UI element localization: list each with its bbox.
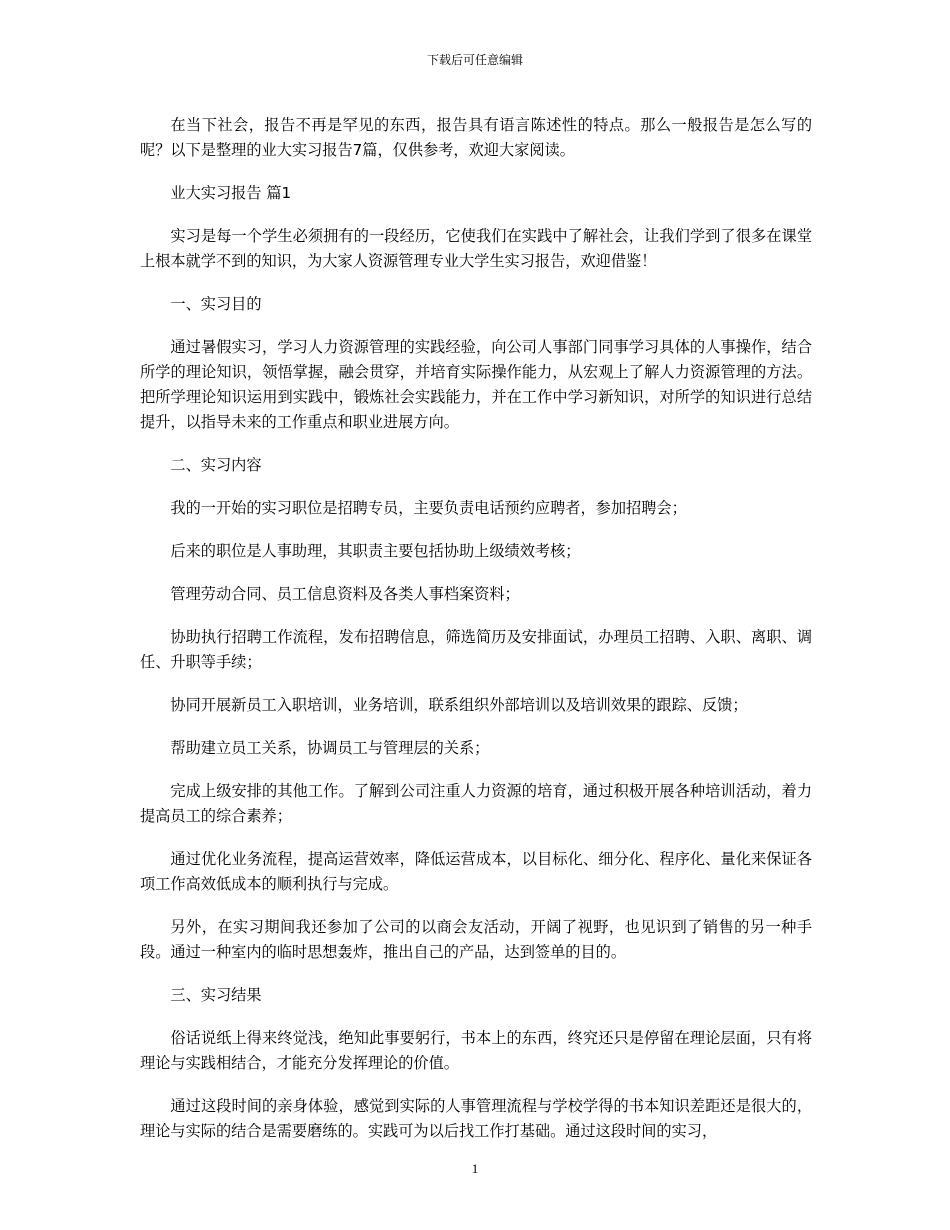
content-paragraph: 我的一开始的实习职位是招聘专员，主要负责电话预约应聘者，参加招聘会；: [170, 499, 687, 517]
page-header-note: 下载后可任意编辑: [426, 53, 523, 67]
results-paragraph: 俗话说纸上得来终觉浅，绝知此事要躬行，书本上的东西，终究还只是停留在理论层面，只有将理论与实践相结合，才能充分发挥理论的价值。: [140, 1029, 812, 1072]
opening-paragraph: 实习是每一个学生必须拥有的一段经历，它使我们在实践中了解社会，让我们学到了很多在课堂上根本就学不到的知识，为大家人资源管理专业大学生实习报告，欢迎借鉴！: [140, 227, 812, 270]
content-paragraph: 管理劳动合同、员工信息资料及各类人事档案资料；: [170, 585, 520, 603]
content-paragraph: 协同开展新员工入职培训，业务培训，联系组织外部培训以及培训效果的跟踪、反馈；: [170, 696, 748, 714]
content-paragraph: 帮助建立员工关系，协调员工与管理层的关系；: [170, 739, 490, 757]
section-heading-results: 三、实习结果: [170, 986, 262, 1004]
content-paragraph: 后来的职位是人事助理，其职责主要包括协助上级绩效考核；: [170, 542, 581, 560]
content-paragraph: 通过优化业务流程，提高运营效率，降低运营成本，以目标化、细分化、程序化、量化来保证各项工作高效低成本的顺利执行与完成。: [140, 850, 812, 893]
section-heading-purpose: 一、实习目的: [170, 295, 262, 313]
content-paragraph: 完成上级安排的其他工作。了解到公司注重人力资源的培育，通过积极开展各种培训活动，着力提高员工的综合素养；: [140, 782, 812, 825]
page-number: 1: [471, 1161, 479, 1176]
results-paragraph: 通过这段时间的亲身体验，感觉到实际的人事管理流程与学校学得的书本知识差距还是很大的，理论与实际的结合是需要磨练的。实践可为以后找工作打基础。通过这段时间的实习，: [140, 1097, 812, 1140]
content-paragraph: 另外，在实习期间我还参加了公司的以商会友活动，开阔了视野，也见识到了销售的另一种手段。通过一种室内的临时思想轰炸，推出自己的产品，达到签单的目的。: [140, 918, 812, 961]
purpose-paragraph: 通过暑假实习，学习人力资源管理的实践经验，向公司人事部门同事学习具体的人事操作，结合所学的理论知识，领悟掌握，融会贯穿，并培育实际操作能力，从宏观上了解人力资源管理的方法。把所学理论知识运用到实践中，锻炼社会实践能力，并在工作中学习新知识，对所学的知识进行总结提升，以指导未来的工作重点和职业进展方向。: [140, 338, 812, 431]
document-body: [140, 113, 812, 1162]
section-heading-content: 二、实习内容: [170, 456, 262, 474]
content-paragraph: 协助执行招聘工作流程，发布招聘信息，筛选简历及安排面试，办理员工招聘、入职、离职、调任、升职等手续；: [140, 628, 812, 671]
intro-paragraph: 在当下社会，报告不再是罕见的东西，报告具有语言陈述性的特点。那么一般报告是怎么写的呢？以下是整理的业大实习报告7篇，仅供参考，欢迎大家阅读。: [140, 116, 812, 159]
report-title: 业大实习报告 篇1: [170, 184, 292, 202]
